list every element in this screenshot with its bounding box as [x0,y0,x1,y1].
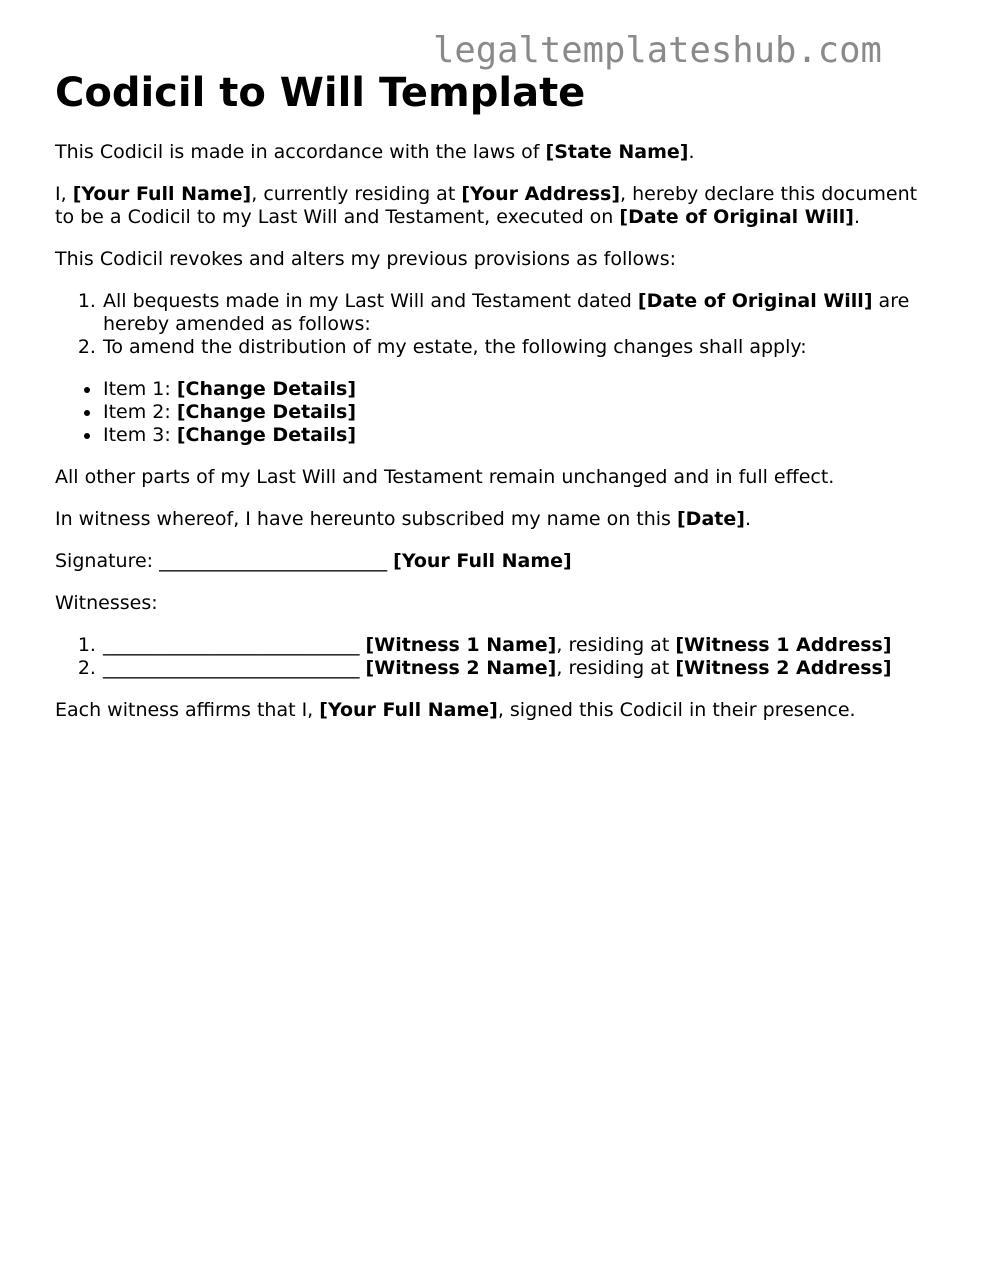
list-item [102,657,935,680]
unchanged-paragraph: All other parts of my Last Will and Testament remain unchanged and in full effect. [55,466,835,488]
witnesses-list [55,634,935,680]
provision-text: All bequests made in my Last Will and Testament dated [103,290,638,312]
full-name-field: [Your Full Name] [72,183,252,205]
affirm-paragraph [55,699,935,722]
witness-name-field: [Witness 1 Name] [365,634,557,656]
state-text: This Codicil is made in accordance with the laws of [55,141,546,163]
watermark: legaltemplateshub.com [433,30,882,71]
witness-clause-paragraph [55,508,935,531]
witness-clause-text: In witness whereof, I have hereunto subscribed my name on this [55,508,677,530]
witness-blank: ___________________________ [103,657,360,679]
witness-address-field: [Witness 1 Address] [675,634,892,656]
change-details-field: [Change Details] [176,424,357,446]
witness-mid-text: , residing at [556,634,676,656]
witness-clause-end: . [744,508,751,530]
signature-label: Signature: [55,550,160,572]
witness-mid-text: , residing at [556,657,676,679]
declare-text-3: , hereby declare this document to be a Codicil to my Last Will and Testament, executed on [55,183,918,228]
signature-line [55,550,935,573]
original-will-date-field: [Date of Original Will] [619,206,854,228]
full-name-field: [Your Full Name] [319,699,498,721]
signature-blank: ________________________ [159,550,388,572]
original-will-date-field: [Date of Original Will] [637,290,873,312]
signature-name-field: [Your Full Name] [393,550,572,572]
change-label: Item 2: [103,401,177,423]
change-details-field: [Change Details] [176,378,357,400]
list-item [102,634,935,657]
page-title: Codicil to Will Template [55,70,586,116]
witness-blank: ___________________________ [103,634,360,656]
list-item [102,378,935,401]
witness-name-field: [Witness 2 Name] [365,657,557,679]
declaration-paragraph [55,183,935,229]
state-end: . [688,141,695,163]
revokes-paragraph: This Codicil revokes and alters my previous provisions as follows: [55,248,677,270]
change-label: Item 1: [103,378,177,400]
list-item: 2. To amend the distribution of my estate, the following changes shall apply: [102,336,935,359]
list-item [102,424,935,447]
document-page [55,68,935,722]
affirm-text-2: , signed this Codicil in their presence. [497,699,856,721]
state-name-field: [State Name] [545,141,689,163]
witness-address-field: [Witness 2 Address] [675,657,892,679]
list-item [102,290,935,336]
list-item [102,401,935,424]
state-paragraph [55,141,935,164]
declare-text-1: I, [55,183,73,205]
declare-text-4: . [854,206,861,228]
provisions-list [55,290,935,359]
witnesses-label: Witnesses: [55,592,158,614]
date-field: [Date] [677,508,745,530]
provision-end: are hereby amended as follows: [103,290,910,335]
changes-list [55,378,935,447]
change-label: Item 3: [103,424,177,446]
declare-text-2: , currently residing at [251,183,462,205]
affirm-text-1: Each witness affirms that I, [55,699,320,721]
change-details-field: [Change Details] [176,401,357,423]
address-field: [Your Address] [461,183,621,205]
